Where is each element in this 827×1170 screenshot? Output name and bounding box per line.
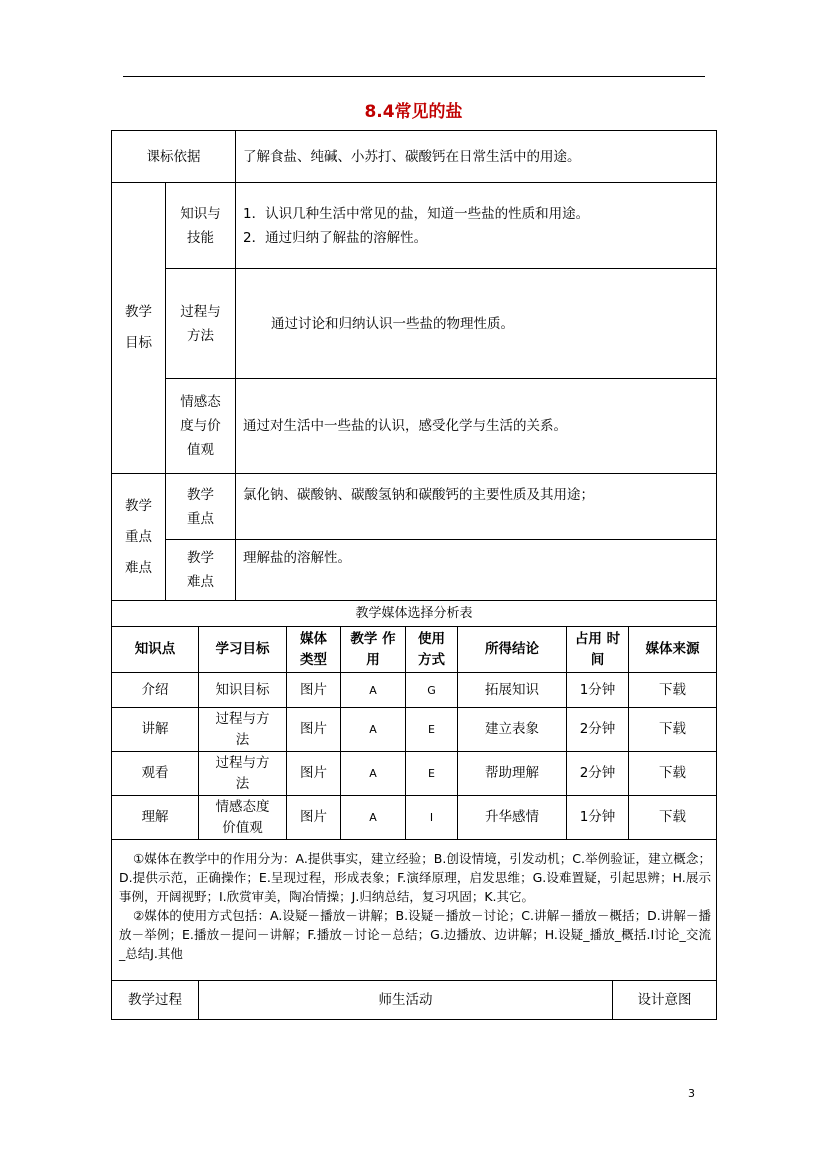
knowledge-text-line: 2．通过归纳了解盐的溶解性。 [243, 230, 428, 246]
knowledge-label-line: 知识与 [180, 205, 221, 222]
goal-label [112, 183, 165, 473]
emotion-label-line: 情感态 [180, 394, 221, 410]
media-table-cell [199, 673, 286, 707]
media-cell-line: E [428, 767, 435, 780]
media-cell-line: I [429, 811, 434, 824]
media-header-line: 使用 [418, 630, 445, 647]
page-number: 3 [688, 1087, 695, 1100]
media-table-cell [287, 708, 340, 751]
media-table-cell [341, 673, 405, 707]
media-header-line: 教学 作 [350, 630, 396, 647]
media-header-line: 媒体 [300, 630, 327, 647]
media-cell-line: 升华感情 [485, 809, 539, 825]
knowledge-text-line: 1．认识几种生活中常见的盐，知道一些盐的性质和用途。 [243, 206, 590, 222]
emotion-label [166, 379, 235, 473]
media-table-cell [112, 708, 198, 751]
media-header-cell [406, 627, 457, 672]
media-cell-line: 情感态度 [215, 798, 270, 815]
key-text: 氯化钠、碳酸钠、碳酸氢钠和碳酸钙的主要性质及其用途； [243, 487, 594, 503]
key-sub-line: 教学 [187, 486, 214, 503]
note-roles: ①媒体在教学中的作用分为：A.提供事实，建立经验；B.创设情境，引发动机；C.举例验证，建立概念；D.提供示范，正确操作；E.呈现过程，形成表象；F.演绎原理，启发思维；G.设难置疑，引起思辨；H.展示事例，开阔视野；I.欣赏审美，陶冶情操；J.归纳总结，复习巩固；K.其它。 [119, 851, 711, 904]
media-cell-line: 价值观 [222, 819, 263, 836]
media-cell-line: 拓展知识 [485, 681, 539, 698]
media-cell-line: G [427, 683, 436, 697]
media-cell-line: 过程与方 [215, 754, 270, 771]
media-header-line: 用 [366, 651, 380, 668]
notes-block [119, 849, 711, 963]
media-cell-line: 下载 [659, 681, 686, 698]
media-cell-line: A [369, 767, 377, 780]
media-table-cell [112, 752, 198, 795]
media-cell-line: 下载 [659, 765, 686, 781]
diff-sub-line: 教学 [187, 550, 214, 566]
media-header-line: 间 [590, 651, 605, 668]
emotion-text: 通过对生活中一些盐的认识，感受化学与生活的关系。 [243, 418, 567, 434]
media-header-cell [287, 627, 340, 672]
media-header-line: 类型 [300, 651, 327, 668]
media-table-cell [567, 796, 628, 839]
footer-activity: 师生活动 [378, 992, 433, 1008]
media-cell-line: A [369, 723, 377, 736]
media-cell-line: 1分钟 [579, 809, 616, 825]
media-table-cell [458, 752, 566, 795]
media-cell-line: 下载 [659, 721, 686, 737]
media-cell-line: A [369, 683, 377, 697]
media-table-cell [406, 708, 457, 751]
media-cell-line: 1分钟 [579, 681, 616, 698]
media-table-cell [199, 796, 286, 839]
media-cell-line: 图片 [300, 721, 327, 737]
goal-label-line: 教学 [125, 304, 152, 320]
diff-sub-label [166, 540, 235, 600]
media-table-cell [458, 673, 566, 707]
media-cell-line: 2分钟 [579, 765, 616, 781]
media-header-line: 知识点 [134, 641, 176, 657]
diff-sub-line: 难点 [187, 574, 214, 590]
media-cell-line: 2分钟 [579, 721, 616, 737]
media-header-line: 学习目标 [215, 641, 270, 657]
media-cell-line: 观看 [141, 765, 169, 781]
media-cell-line: 图片 [300, 765, 327, 781]
media-table-cell [406, 796, 457, 839]
media-header-cell [199, 627, 286, 672]
basis-label: 课标依据 [146, 148, 201, 165]
media-table-cell [112, 796, 198, 839]
media-table-cell [567, 708, 628, 751]
media-table-cell [406, 752, 457, 795]
key-label-line: 难点 [125, 559, 152, 576]
diff-text: 理解盐的溶解性。 [243, 550, 351, 566]
media-header-cell [112, 627, 198, 672]
goal-label-line: 目标 [125, 335, 152, 351]
media-header-line: 所得结论 [485, 641, 539, 657]
media-table-cell [458, 708, 566, 751]
media-table-cell [112, 673, 198, 707]
media-table-cell [629, 708, 716, 751]
media-table-cell [341, 752, 405, 795]
media-header-line: 占用 时 [574, 630, 621, 647]
media-header-cell [567, 627, 628, 672]
media-header-line: 方式 [418, 651, 445, 668]
media-table-cell [287, 752, 340, 795]
emotion-label-line: 度与价 [180, 418, 221, 434]
knowledge-label [166, 183, 235, 268]
key-label-line: 重点 [125, 528, 152, 545]
media-table-cell [287, 673, 340, 707]
header-rule [123, 76, 705, 77]
media-table-cell [629, 796, 716, 839]
media-cell-line: 下载 [659, 809, 686, 825]
media-table-cell [341, 708, 405, 751]
media-cell-line: 讲解 [141, 721, 169, 737]
knowledge-text [243, 202, 713, 250]
media-cell-line: 介绍 [141, 681, 169, 698]
process-text: 通过讨论和归纳认识一些盐的物理性质。 [271, 315, 514, 332]
media-cell-line: 图片 [300, 809, 327, 825]
media-table-cell [406, 673, 457, 707]
media-cell-line: 图片 [300, 681, 327, 698]
media-cell-line: A [369, 811, 377, 824]
key-sub-label [166, 474, 235, 539]
media-table-cell [341, 796, 405, 839]
emotion-label-line: 值观 [187, 442, 214, 458]
media-table-caption: 教学媒体选择分析表 [355, 605, 473, 621]
footer-intent: 设计意图 [637, 992, 692, 1008]
media-table-cell [199, 752, 286, 795]
knowledge-label-line: 技能 [187, 229, 214, 246]
process-label-line: 方法 [187, 327, 214, 344]
key-label [112, 474, 165, 600]
process-label [166, 269, 235, 378]
media-cell-line: 知识目标 [215, 681, 270, 698]
media-cell-line: 过程与方 [215, 710, 270, 727]
media-table-cell [567, 752, 628, 795]
key-label-line: 教学 [125, 497, 152, 514]
media-header-cell [341, 627, 405, 672]
footer-process: 教学过程 [128, 992, 182, 1008]
media-header-line: 媒体来源 [645, 641, 700, 657]
media-cell-line: 建立表象 [485, 721, 539, 737]
media-table-cell [567, 673, 628, 707]
page-title: 8.4常见的盐 [364, 102, 463, 122]
media-cell-line: 理解 [141, 809, 169, 825]
media-table-cell [458, 796, 566, 839]
media-table-cell [287, 796, 340, 839]
media-cell-line: 法 [235, 731, 250, 748]
media-table-cell [629, 752, 716, 795]
media-header-cell [458, 627, 566, 672]
media-cell-line: E [428, 723, 435, 736]
media-table-cell [629, 673, 716, 707]
media-header-cell [629, 627, 716, 672]
note-modes: ②媒体的使用方式包括：A.设疑－播放－讲解；B.设疑－播放－讨论；C.讲解－播放－概括；D.讲解－播放－举例；E.播放－提问－讲解；F.播放－讨论－总结；G.边播放、边讲解；H.设疑_播放_概括.I讨论_交流_总结J.其他 [119, 908, 711, 961]
media-cell-line: 法 [235, 775, 250, 792]
media-table-cell [199, 708, 286, 751]
basis-text: 了解食盐、纯碱、小苏打、碳酸钙在日常生活中的用途。 [243, 148, 581, 165]
media-cell-line: 帮助理解 [485, 765, 539, 781]
process-label-line: 过程与 [180, 303, 221, 320]
key-sub-line: 重点 [187, 510, 214, 527]
